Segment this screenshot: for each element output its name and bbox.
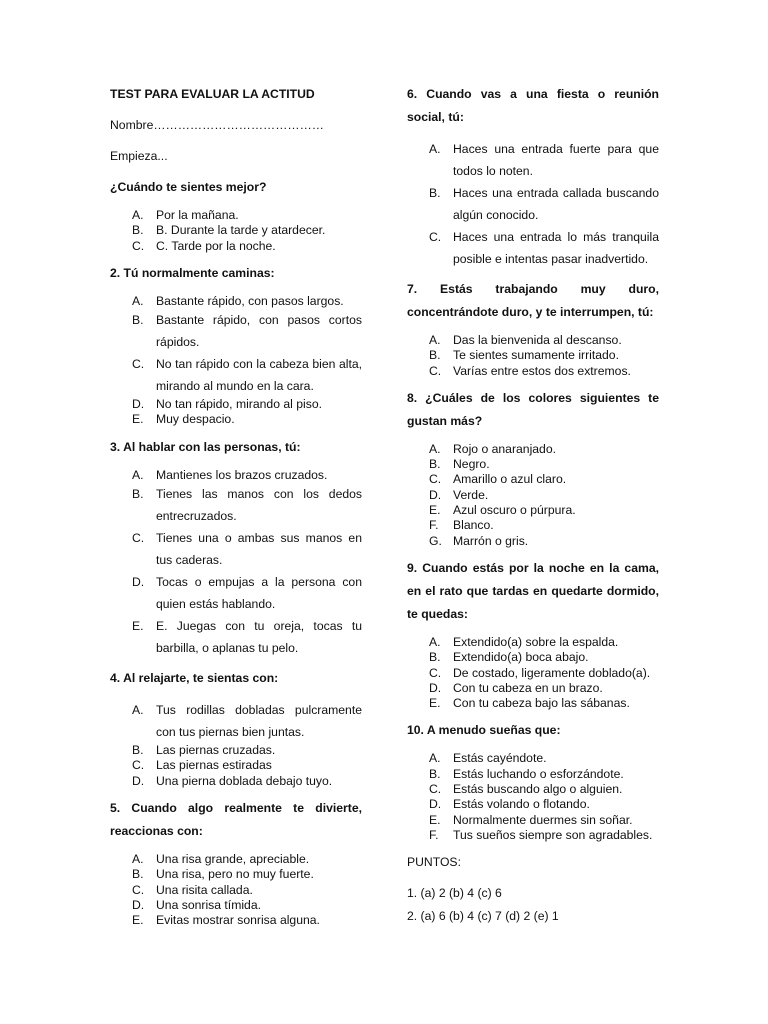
option: B. Extendido(a) boca abajo. (429, 650, 589, 665)
score-line-1: 1. (a) 2 (b) 4 (c) 6 (407, 886, 502, 901)
score-line-2: 2. (a) 6 (b) 4 (c) 7 (d) 2 (e) 1 (407, 909, 559, 924)
option: C. Haces una entrada lo más tranquila posible e intentas pasar inadvertido. (429, 230, 659, 266)
puntos-heading: PUNTOS: (407, 855, 461, 870)
option: B. Haces una entrada callada buscando algún conocido. (429, 186, 659, 222)
option: C. Las piernas estiradas (132, 758, 272, 773)
option: E. Azul oscuro o púrpura. (429, 503, 576, 518)
option: C. De costado, ligeramente doblado(a). (429, 665, 651, 680)
option-list (110, 852, 362, 928)
option: C. Amarillo o azul claro. (429, 472, 567, 487)
question-text: 5. Cuando algo realmente te divierte, reaccionas con: (110, 800, 362, 838)
option: E. E. Juegas con tu oreja, tocas tu barbilla, o aplanas tu pelo. (132, 619, 362, 656)
option: D. Una sonrisa tímida. (132, 897, 261, 912)
option: B. Negro. (429, 457, 490, 472)
option: D. No tan rápido, mirando al piso. (132, 397, 322, 412)
question-text: 10. A menudo sueñas que: (407, 723, 561, 738)
option: A. Haces una entrada fuerte para que todos lo noten. (429, 142, 659, 178)
option: B. Bastante rápido, con pasos cortos rápidos. (132, 313, 362, 350)
option: D. Tocas o empujas a la persona con quien estás hablando. (132, 575, 362, 612)
option-list (407, 442, 659, 549)
empieza-line: Empieza... (110, 149, 168, 163)
option: B. Una risa, pero no muy fuerte. (132, 867, 314, 882)
left-column (110, 83, 362, 936)
option: A. Rojo o anaranjado. (429, 441, 556, 456)
question-text: 4. Al relajarte, te sientas con: (110, 671, 279, 686)
option: B. Estás luchando o esforzándote. (429, 766, 624, 781)
option: A. Extendido(a) sobre la espalda. (429, 634, 619, 649)
option-list (110, 468, 362, 659)
option: A. Por la mañana. (132, 208, 239, 222)
option: C. Estás buscando algo o alguien. (429, 782, 623, 797)
option: B. Las piernas cruzadas. (132, 743, 276, 758)
question-9 (407, 557, 659, 711)
option: A. Estás cayéndote. (429, 751, 547, 766)
question-6 (407, 83, 659, 270)
question-1 (110, 176, 362, 254)
question-7 (407, 278, 659, 379)
option: B. Te sientes sumamente irritado. (429, 348, 619, 363)
option: B. B. Durante la tarde y atardecer. (132, 223, 326, 238)
option: B. Tienes las manos con los dedos entrecruzados. (132, 487, 362, 524)
option: D. Con tu cabeza en un brazo. (429, 680, 603, 695)
question-text: 6. Cuando vas a una fiesta o reunión social, tú: (407, 87, 659, 124)
option: A. Una risa grande, apreciable. (132, 851, 310, 866)
option: E. Con tu cabeza bajo las sábanas. (429, 696, 630, 711)
question-text: ¿Cuándo te sientes mejor? (110, 180, 267, 194)
option: A. Mantienes los brazos cruzados. (132, 467, 328, 482)
option: G. Marrón o gris. (429, 533, 529, 548)
right-column (407, 83, 659, 928)
question-text: 3. Al hablar con las personas, tú: (110, 439, 301, 454)
option: C. Tienes una o ambas sus manos en tus caderas. (132, 531, 362, 568)
option-list (110, 294, 362, 428)
question-text: 9. Cuando estás por la noche en la cama, en el rato que tardas en quedarte dormido, te quedas: (407, 560, 659, 621)
option: A. Tus rodillas dobladas pulcramente con tus piernas bien juntas. (132, 703, 362, 740)
question-10 (407, 719, 659, 843)
option-list (407, 333, 659, 379)
question-8 (407, 387, 659, 549)
option: C. C. Tarde por la noche. (132, 238, 276, 253)
option-list (110, 699, 362, 789)
option: A. Das la bienvenida al descanso. (429, 333, 622, 347)
option-list (407, 138, 659, 270)
question-5 (110, 797, 362, 928)
option: D. Una pierna doblada debajo tuyo. (132, 773, 333, 788)
option-list (110, 208, 362, 254)
option: C. Una risita callada. (132, 882, 253, 897)
question-text: 7. Estás trabajando muy duro, concentrándote duro, y te interrumpen, tú: (407, 282, 659, 319)
option: D. Estás volando o flotando. (429, 797, 590, 812)
document-title: TEST PARA EVALUAR LA ACTITUD (110, 87, 315, 101)
option: C. No tan rápido con la cabeza bien alta, mirando al mundo en la cara. (132, 357, 362, 394)
option-list (407, 751, 659, 843)
question-text: 2. Tú normalmente caminas: (110, 265, 275, 280)
option: F. Blanco. (429, 518, 494, 533)
question-4 (110, 667, 362, 789)
option: E. Muy despacio. (132, 412, 235, 427)
option-list (407, 635, 659, 711)
option: D. Verde. (429, 487, 489, 502)
option: F. Tus sueños siempre son agradables. (429, 827, 653, 842)
option: E. Evitas mostrar sonrisa alguna. (132, 913, 320, 928)
option: E. Normalmente duermes sin soñar. (429, 812, 633, 827)
question-text: 8. ¿Cuáles de los colores siguientes te gustan más? (407, 390, 659, 428)
option: A. Bastante rápido, con pasos largos. (132, 293, 344, 308)
option: C. Varías entre estos dos extremos. (429, 363, 631, 378)
nombre-line: Nombre…………………………………… (110, 118, 324, 132)
question-2 (110, 262, 362, 428)
question-3 (110, 436, 362, 659)
